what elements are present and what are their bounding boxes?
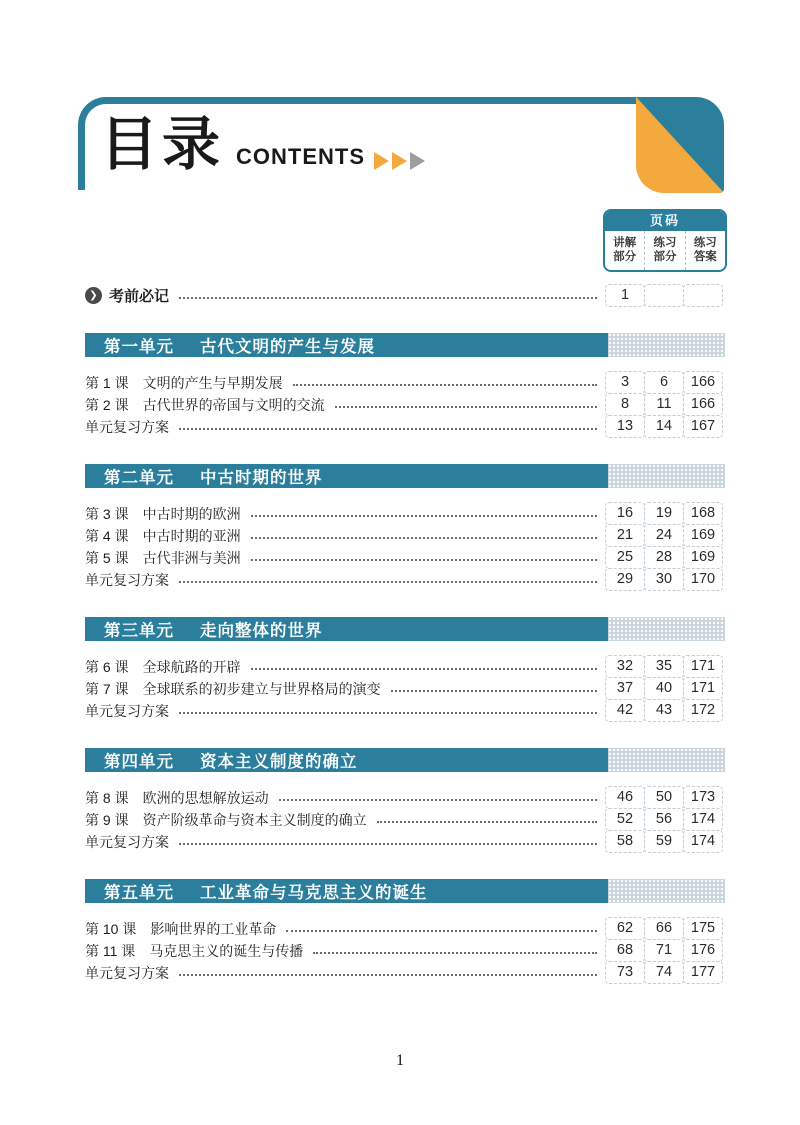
page-cells — [605, 830, 725, 853]
page-cell: 19 — [644, 502, 684, 525]
page-cell: 52 — [605, 808, 645, 831]
page-cell: 73 — [605, 961, 645, 984]
dotted-leader — [377, 821, 597, 823]
page-title-cn: 目录 — [100, 112, 225, 177]
toc-row — [85, 546, 725, 569]
page-cells — [605, 568, 725, 591]
lesson-number: 第 9 课 — [85, 811, 129, 828]
forward-arrow-icon — [392, 152, 407, 170]
lesson-title: 中古时期的亚洲 — [142, 527, 241, 544]
page-cell: 42 — [605, 699, 645, 722]
page-cell: 3 — [605, 371, 645, 394]
corner-diagonal-decoration — [636, 97, 724, 193]
dotted-leader — [335, 406, 597, 408]
toc-row — [85, 502, 725, 525]
dotted-leader — [179, 581, 597, 583]
unit-section-2 — [85, 464, 725, 591]
page-cell: 14 — [644, 415, 684, 438]
page-cell: 170 — [683, 568, 723, 591]
lesson-title: 全球航路的开辟 — [142, 658, 241, 675]
page-ref-legend — [603, 209, 727, 272]
toc-row-pre-exam — [85, 284, 725, 307]
page-ref-col-label: 练习答案 — [693, 237, 717, 264]
unit-header-main — [85, 333, 608, 357]
unit-title: 资本主义制度的确立 — [200, 753, 358, 771]
page-cell — [644, 284, 684, 307]
lesson-title: 全球联系的初步建立与世界格局的演变 — [142, 680, 381, 697]
unit-number: 第三单元 — [104, 622, 174, 640]
unit-bar-pattern-decoration — [608, 333, 725, 357]
page-cell: 32 — [605, 655, 645, 678]
toc-row — [85, 393, 725, 416]
dotted-leader — [313, 952, 597, 954]
toc-row — [85, 917, 725, 940]
page-cell: 171 — [683, 655, 723, 678]
lesson-number: 第 3 课 — [85, 505, 129, 522]
page-cell: 6 — [644, 371, 684, 394]
page-cell: 66 — [644, 917, 684, 940]
page-cell: 176 — [683, 939, 723, 962]
page-cell: 174 — [683, 830, 723, 853]
toc-content — [85, 284, 725, 984]
page-ref-col-answers — [685, 231, 725, 270]
page-cell: 172 — [683, 699, 723, 722]
page-cells — [605, 415, 725, 438]
dotted-leader — [293, 384, 597, 386]
unit-header-main — [85, 748, 608, 772]
page-cells — [605, 371, 725, 394]
page-cell: 30 — [644, 568, 684, 591]
page-cells — [605, 393, 725, 416]
unit-number: 第五单元 — [104, 884, 174, 902]
page-cells — [605, 939, 725, 962]
lesson-title: 资产阶级革命与资本主义制度的确立 — [142, 811, 367, 828]
dotted-leader — [286, 930, 597, 932]
unit-title: 工业革命与马克思主义的诞生 — [200, 884, 428, 902]
unit-title: 走向整体的世界 — [200, 622, 323, 640]
page-cells — [605, 284, 725, 307]
page-cell: 169 — [683, 524, 723, 547]
dotted-leader — [179, 297, 597, 299]
circle-arrow-icon: ❯ — [85, 287, 102, 304]
unit-number: 第四单元 — [104, 753, 174, 771]
toc-row — [85, 655, 725, 678]
unit-bar-pattern-decoration — [608, 617, 725, 641]
page-cell: 71 — [644, 939, 684, 962]
page-cell: 50 — [644, 786, 684, 809]
dotted-leader — [251, 559, 597, 561]
lesson-title: 古代世界的帝国与文明的交流 — [142, 396, 325, 413]
dotted-leader — [179, 712, 597, 714]
lesson-number: 第 11 课 — [85, 942, 136, 959]
page-cell: 59 — [644, 830, 684, 853]
unit-header-main — [85, 617, 608, 641]
page-title-en: CONTENTS — [236, 144, 366, 169]
unit-title: 中古时期的世界 — [200, 469, 323, 487]
toc-row — [85, 961, 725, 984]
lesson-title: 单元复习方案 — [85, 702, 169, 719]
page-ref-columns — [605, 231, 725, 270]
page-cells — [605, 546, 725, 569]
page-cell: 35 — [644, 655, 684, 678]
toc-row — [85, 830, 725, 853]
unit-header-bar — [85, 617, 725, 641]
page-cell: 174 — [683, 808, 723, 831]
page-cell: 168 — [683, 502, 723, 525]
unit-header-main — [85, 464, 608, 488]
page-cell: 13 — [605, 415, 645, 438]
toc-row — [85, 371, 725, 394]
page-cell: 21 — [605, 524, 645, 547]
page-cell: 173 — [683, 786, 723, 809]
footer-page-number: 1 — [396, 1052, 404, 1069]
page-cells — [605, 655, 725, 678]
forward-arrow-icon — [410, 152, 425, 170]
page-cell: 167 — [683, 415, 723, 438]
page-cells — [605, 917, 725, 940]
page-ref-col-practice — [644, 231, 684, 270]
lesson-title: 欧洲的思想解放运动 — [142, 789, 269, 806]
toc-row — [85, 786, 725, 809]
page-cells — [605, 677, 725, 700]
page-cells — [605, 961, 725, 984]
page-cell: 24 — [644, 524, 684, 547]
dotted-leader — [251, 515, 597, 517]
toc-row — [85, 808, 725, 831]
entry-title: 考前必记 — [109, 288, 170, 305]
page-cell: 28 — [644, 546, 684, 569]
lesson-number: 第 8 课 — [85, 789, 129, 806]
toc-row — [85, 939, 725, 962]
unit-bar-pattern-decoration — [608, 464, 725, 488]
unit-section-5 — [85, 879, 725, 984]
lesson-number: 第 2 课 — [85, 396, 129, 413]
page-cell: 8 — [605, 393, 645, 416]
page-cells — [605, 808, 725, 831]
lesson-title: 单元复习方案 — [85, 418, 169, 435]
lesson-title: 影响世界的工业革命 — [150, 920, 277, 937]
dotted-leader — [391, 690, 597, 692]
lesson-title: 古代非洲与美洲 — [142, 549, 241, 566]
unit-header-main — [85, 879, 608, 903]
page-cell: 37 — [605, 677, 645, 700]
page-ref-col-explain — [605, 231, 644, 270]
page-cells — [605, 786, 725, 809]
dotted-leader — [251, 668, 597, 670]
page-cell: 74 — [644, 961, 684, 984]
dotted-leader — [251, 537, 597, 539]
page-cell: 68 — [605, 939, 645, 962]
lesson-title: 单元复习方案 — [85, 571, 169, 588]
unit-header-bar — [85, 748, 725, 772]
unit-header-bar — [85, 879, 725, 903]
page-cell: 56 — [644, 808, 684, 831]
page-cell — [683, 284, 723, 307]
page-cell: 177 — [683, 961, 723, 984]
dotted-leader — [179, 843, 597, 845]
unit-section-3 — [85, 617, 725, 722]
page-cell: 171 — [683, 677, 723, 700]
dotted-leader — [179, 428, 597, 430]
dotted-leader — [179, 974, 597, 976]
page-cell: 29 — [605, 568, 645, 591]
page-cell: 62 — [605, 917, 645, 940]
page-cell: 46 — [605, 786, 645, 809]
page-cell: 43 — [644, 699, 684, 722]
unit-title: 古代文明的产生与发展 — [200, 338, 375, 356]
page-cells — [605, 502, 725, 525]
page-cell: 58 — [605, 830, 645, 853]
toc-row — [85, 699, 725, 722]
page-cell: 40 — [644, 677, 684, 700]
unit-section-4 — [85, 748, 725, 853]
lesson-number: 第 6 课 — [85, 658, 129, 675]
page-ref-legend-title: 页码 — [605, 211, 725, 231]
lesson-number: 第 5 课 — [85, 549, 129, 566]
unit-number: 第二单元 — [104, 469, 174, 487]
page-cells — [605, 699, 725, 722]
dotted-leader — [279, 799, 597, 801]
toc-row — [85, 524, 725, 547]
lesson-title: 文明的产生与早期发展 — [142, 374, 283, 391]
page-cell: 169 — [683, 546, 723, 569]
page-cell: 16 — [605, 502, 645, 525]
lesson-number: 第 4 课 — [85, 527, 129, 544]
lesson-title: 中古时期的欧洲 — [142, 505, 241, 522]
lesson-number: 第 7 课 — [85, 680, 129, 697]
lesson-title: 马克思主义的诞生与传播 — [149, 942, 304, 959]
toc-row — [85, 415, 725, 438]
forward-arrow-icon — [374, 152, 389, 170]
unit-bar-pattern-decoration — [608, 879, 725, 903]
unit-header-bar — [85, 333, 725, 357]
toc-row — [85, 568, 725, 591]
lesson-title: 单元复习方案 — [85, 964, 169, 981]
page-cells — [605, 524, 725, 547]
page-ref-col-label: 讲解部分 — [613, 237, 637, 264]
unit-bar-pattern-decoration — [608, 748, 725, 772]
page-heading — [100, 112, 425, 177]
toc-row — [85, 677, 725, 700]
page-cell: 166 — [683, 393, 723, 416]
lesson-number: 第 1 课 — [85, 374, 129, 391]
unit-section-1 — [85, 333, 725, 438]
lesson-title: 单元复习方案 — [85, 833, 169, 850]
unit-number: 第一单元 — [104, 338, 174, 356]
page-cell: 1 — [605, 284, 645, 307]
page-cell: 175 — [683, 917, 723, 940]
unit-header-bar — [85, 464, 725, 488]
page-cell: 166 — [683, 371, 723, 394]
page-cell: 11 — [644, 393, 684, 416]
lesson-number: 第 10 课 — [85, 920, 137, 937]
page-ref-col-label: 练习部分 — [653, 237, 677, 264]
page-cell: 25 — [605, 546, 645, 569]
